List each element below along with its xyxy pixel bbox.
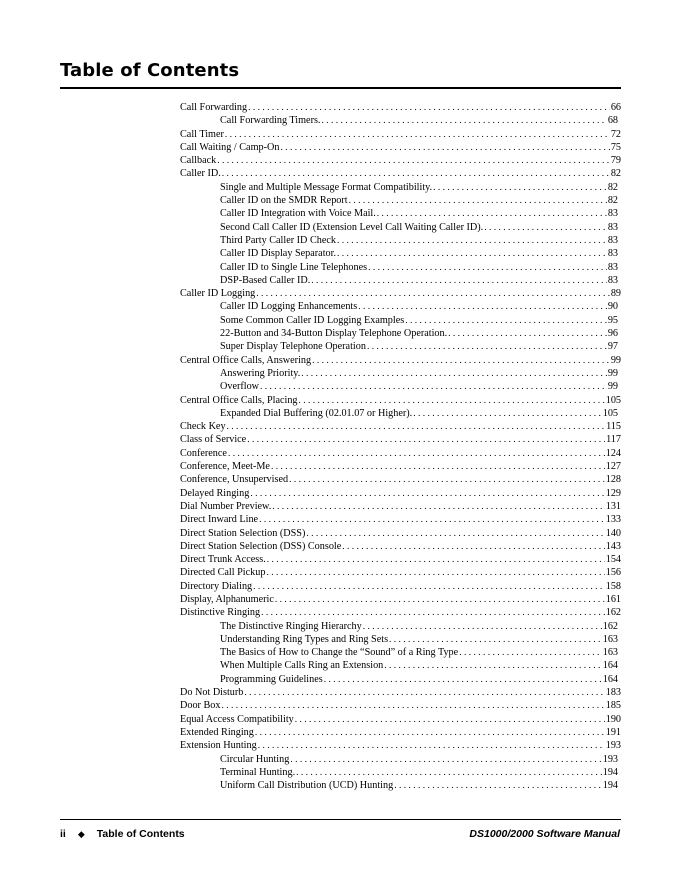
toc-entry-label: The Distinctive Ringing Hierarchy [220, 620, 362, 632]
toc-entry-label: Answering Priority. [220, 367, 301, 379]
toc-entry[interactable] [180, 527, 621, 540]
toc-leader-dots [280, 142, 609, 154]
toc-leader-dots [306, 528, 604, 540]
toc-entry-page: 128 [605, 474, 621, 486]
toc-leader-dots [222, 168, 610, 180]
toc-entry[interactable] [180, 394, 621, 407]
toc-entry-label: Call Timer [180, 128, 224, 140]
toc-entry-label: Caller ID Logging [180, 288, 256, 300]
toc-entry-page: 185 [605, 700, 621, 712]
toc-entry[interactable] [180, 739, 621, 752]
footer-page-number: ii [60, 828, 66, 840]
toc-leader-dots [363, 621, 602, 633]
toc-subentry[interactable] [180, 753, 621, 766]
toc-entry-label: Directory Dialing [180, 580, 253, 592]
toc-subentry[interactable] [180, 274, 621, 287]
toc-entry-page: 131 [605, 500, 621, 512]
toc-entry-label: Circular Hunting [220, 753, 290, 765]
toc-entry-page: 95 [607, 314, 618, 326]
toc-leader-dots [296, 767, 602, 779]
toc-leader-dots [221, 700, 604, 712]
toc-entry[interactable] [180, 167, 621, 180]
footer-left [60, 828, 185, 840]
toc-leader-dots [321, 115, 606, 127]
toc-entry-page: 99 [610, 354, 621, 366]
toc-entry[interactable] [180, 593, 621, 606]
toc-leader-dots [299, 395, 605, 407]
toc-entry[interactable] [180, 420, 621, 433]
toc-leader-dots [244, 687, 604, 699]
toc-subentry[interactable] [180, 234, 621, 247]
toc-entry-page: 161 [605, 593, 621, 605]
toc-entry-label: Caller ID Logging Enhancements [220, 301, 358, 313]
toc-leader-dots [448, 328, 607, 340]
toc-entry-page: 68 [607, 115, 618, 127]
toc-entry-page: 194 [602, 766, 618, 778]
toc-entry[interactable] [180, 500, 621, 513]
toc-entry[interactable] [180, 606, 621, 619]
toc-entry-page: 164 [602, 660, 618, 672]
toc-entry-page: 194 [602, 780, 618, 792]
toc-entry-label: Door Box [180, 700, 221, 712]
toc-entry[interactable] [180, 686, 621, 699]
toc-leader-dots [253, 581, 605, 593]
toc-leader-dots [394, 780, 602, 792]
toc-entry-page: 115 [606, 421, 621, 433]
toc-entry-label: Central Office Calls, Answering [180, 354, 312, 366]
toc-entry-label: Call Waiting / Camp-On [180, 141, 280, 153]
toc-entry-page: 164 [602, 673, 618, 685]
toc-entry-page: 89 [610, 288, 621, 300]
toc-entry-page: 193 [605, 740, 621, 752]
toc-entry[interactable] [180, 553, 621, 566]
toc-subentry[interactable] [180, 673, 621, 686]
toc-leader-dots [258, 740, 605, 752]
toc-entry-label: Second Call Caller ID (Extension Level Call Waiting Caller ID). [220, 221, 484, 233]
toc-entry-page: 162 [605, 607, 621, 619]
toc-entry-label: Extended Ringing [180, 726, 254, 738]
toc-entry-page: 99 [607, 381, 618, 393]
footer-divider [60, 819, 621, 820]
toc-leader-dots [261, 607, 605, 619]
toc-leader-dots [459, 647, 602, 659]
toc-subentry[interactable] [180, 221, 621, 234]
toc-subentry[interactable] [180, 779, 621, 792]
toc-entry-label: The Basics of How to Change the “Sound” of a Ring Type [220, 647, 459, 659]
toc-entry-label: Call Forwarding [180, 102, 248, 113]
toc-entry-page: 143 [605, 540, 621, 552]
toc-leader-dots [256, 288, 610, 300]
toc-entry-label: Caller ID Display Separator. [220, 248, 336, 260]
toc-leader-dots [301, 368, 607, 380]
toc-entry[interactable] [180, 699, 621, 712]
toc-entry[interactable] [180, 473, 621, 486]
toc-subentry[interactable] [180, 261, 621, 274]
toc-entry-label: Distinctive Ringing [180, 607, 261, 619]
toc-entry[interactable] [180, 433, 621, 446]
toc-entry-label: Expanded Dial Buffering (02.01.07 or Higher). [220, 407, 413, 419]
toc-subentry[interactable] [180, 633, 621, 646]
toc-entry-label: 22-Button and 34-Button Display Telephone Operation. [220, 328, 448, 340]
toc-entry-label: Overflow [220, 381, 260, 393]
toc-leader-dots [337, 248, 607, 260]
toc-entry-page: 82 [607, 195, 618, 207]
toc-leader-dots [324, 674, 602, 686]
toc-entry-page: 124 [605, 447, 621, 459]
toc-subentry[interactable] [180, 367, 621, 380]
toc-subentry[interactable] [180, 300, 621, 313]
toc-entry-label: DSP-Based Caller ID. [220, 274, 311, 286]
toc-leader-dots [260, 381, 607, 393]
toc-leader-dots [368, 262, 607, 274]
toc-leader-dots [413, 408, 602, 420]
footer-manual-title: DS1000/2000 Software Manual [469, 828, 620, 840]
toc-entry-label: Check Key [180, 421, 226, 433]
toc-entry[interactable] [180, 540, 621, 553]
toc-entry-label: Super Display Telephone Operation [220, 341, 366, 353]
toc-leader-dots [389, 634, 602, 646]
toc-subentry[interactable] [180, 314, 621, 327]
toc-entry-label: Understanding Ring Types and Ring Sets [220, 633, 389, 645]
toc-subentry[interactable] [180, 659, 621, 672]
toc-leader-dots [272, 501, 604, 513]
toc-entry-label: Direct Station Selection (DSS) [180, 527, 306, 539]
toc-entry[interactable] [180, 566, 621, 579]
toc-entry-label: Caller ID to Single Line Telephones [220, 261, 368, 273]
toc-subentry[interactable] [180, 407, 621, 420]
toc-entry[interactable] [180, 460, 621, 473]
page-title: Table of Contents [60, 60, 240, 81]
toc-subentry[interactable] [180, 380, 621, 393]
toc-leader-dots [227, 421, 606, 433]
toc-entry-page: 162 [602, 620, 618, 632]
toc-entry-label: Class of Service [180, 434, 247, 446]
toc-leader-dots [295, 714, 605, 726]
toc-entry-page: 83 [607, 261, 618, 273]
toc-entry-label: Direct Station Selection (DSS) Console [180, 540, 342, 552]
toc-entry-label: Display, Alphanumeric [180, 593, 274, 605]
toc-leader-dots [290, 754, 601, 766]
toc-entry[interactable] [180, 487, 621, 500]
toc-subentry[interactable] [180, 181, 621, 194]
toc-entry-label: Direct Trunk Access. [180, 554, 266, 566]
toc-entry[interactable] [180, 580, 621, 593]
toc-entry-label: Directed Call Pickup [180, 567, 266, 579]
toc-subentry[interactable] [180, 247, 621, 260]
toc-entry-page: 83 [607, 208, 618, 220]
toc-entry-label: Call Forwarding Timers. [220, 115, 321, 127]
toc-entry-page: 99 [607, 367, 618, 379]
toc-entry-page: 105 [605, 394, 621, 406]
toc-entry-page: 127 [605, 461, 621, 473]
toc-entry-page: 193 [602, 753, 618, 765]
toc-leader-dots [433, 182, 607, 194]
toc-leader-dots [228, 448, 605, 460]
toc-entry-label: Single and Multiple Message Format Compatibility. [220, 181, 433, 193]
toc-entry-page: 83 [607, 234, 618, 246]
toc-entry-label: Extension Hunting [180, 740, 257, 752]
toc-entry[interactable] [180, 354, 621, 367]
toc-entry-page: 75 [610, 141, 621, 153]
toc-entry[interactable] [180, 101, 621, 114]
toc-subentry[interactable] [180, 340, 621, 353]
toc-entry-label: When Multiple Calls Ring an Extension [220, 660, 384, 672]
toc-subentry[interactable] [180, 620, 621, 633]
toc-entry-page: 129 [605, 487, 621, 499]
toc-entry-page: 105 [602, 407, 618, 419]
toc-entry-label: Delayed Ringing [180, 487, 250, 499]
toc-entry-label: Caller ID on the SMDR Report [220, 195, 348, 207]
toc-entry-page: 158 [605, 580, 621, 592]
toc-entry-label: Third Party Caller ID Check [220, 234, 336, 246]
toc-leader-dots [259, 514, 605, 526]
toc-subentry[interactable] [180, 327, 621, 340]
toc-entry-page: 90 [607, 301, 618, 313]
toc-leader-dots [405, 315, 607, 327]
toc-entry-page: 191 [605, 726, 621, 738]
toc-entry-page: 163 [602, 633, 618, 645]
toc-entry-page: 133 [605, 514, 621, 526]
toc-leader-dots [250, 488, 604, 500]
toc-entry[interactable] [180, 713, 621, 726]
toc-entry-label: Dial Number Preview. [180, 500, 272, 512]
toc-leader-dots [342, 541, 604, 553]
toc-subentry[interactable] [180, 207, 621, 220]
toc-entry[interactable] [180, 726, 621, 739]
toc-leader-dots [377, 208, 607, 220]
toc-leader-dots [358, 301, 607, 313]
toc-entry-label: Central Office Calls, Placing [180, 394, 298, 406]
toc-entry[interactable] [180, 513, 621, 526]
toc-leader-dots [384, 660, 601, 672]
toc-subentry[interactable] [180, 114, 621, 127]
toc-entry-page: 140 [605, 527, 621, 539]
toc-entry-label: Caller ID Integration with Voice Mail. [220, 208, 376, 220]
toc-leader-dots [484, 222, 607, 234]
toc-leader-dots [275, 594, 605, 606]
diamond-icon: ◆ [77, 828, 85, 839]
toc-entry-page: 82 [607, 181, 618, 193]
toc-entry-label: Some Common Caller ID Logging Examples [220, 314, 405, 326]
toc-leader-dots [255, 727, 605, 739]
toc-leader-dots [367, 341, 607, 353]
toc-subentry[interactable] [180, 766, 621, 779]
toc-entry-page: 72 [610, 128, 621, 140]
toc-entry[interactable] [180, 128, 621, 141]
toc-leader-dots [271, 461, 605, 473]
toc-entry-label: Programming Guidelines [220, 673, 323, 685]
toc-entry-page: 83 [607, 248, 618, 260]
toc-entry-label: Uniform Call Distribution (UCD) Hunting [220, 780, 394, 792]
toc-leader-dots [225, 129, 610, 141]
toc-entry-label: Conference, Unsupervised [180, 474, 289, 486]
toc-leader-dots [349, 195, 607, 207]
toc-entry-page: 154 [605, 554, 621, 566]
toc-leader-dots [337, 235, 607, 247]
toc-leader-dots [266, 567, 604, 579]
toc-entry[interactable] [180, 141, 621, 154]
toc-entry-label: Terminal Hunting. [220, 766, 296, 778]
toc-subentry[interactable] [180, 194, 621, 207]
toc-entry-page: 183 [605, 687, 621, 699]
toc-leader-dots [311, 275, 607, 287]
toc-entry-page: 66 [610, 102, 621, 113]
toc-entry-page: 190 [605, 713, 621, 725]
toc-entry-page: 83 [607, 274, 618, 286]
toc-list [180, 101, 621, 792]
toc-entry-label: Conference, Meet-Me [180, 461, 270, 473]
toc-entry[interactable] [180, 154, 621, 167]
toc-entry-page: 117 [606, 434, 621, 446]
toc-entry-label: Direct Inward Line [180, 514, 259, 526]
title-divider [60, 87, 621, 89]
toc-entry-page: 96 [607, 328, 618, 340]
toc-entry-page: 97 [607, 341, 618, 353]
toc-leader-dots [289, 474, 605, 486]
toc-entry-label: Do Not Disturb [180, 687, 244, 699]
toc-entry-page: 83 [607, 221, 618, 233]
toc-entry-label: Equal Access Compatibility [180, 713, 294, 725]
toc-leader-dots [217, 155, 610, 167]
toc-entry-label: Callback [180, 155, 217, 167]
toc-entry-label: Conference [180, 447, 227, 459]
toc-entry-page: 156 [605, 567, 621, 579]
toc-leader-dots [267, 554, 605, 566]
toc-entry[interactable] [180, 287, 621, 300]
footer-section-title: Table of Contents [96, 828, 185, 840]
toc-leader-dots [248, 102, 610, 114]
toc-leader-dots [247, 434, 605, 446]
toc-entry[interactable] [180, 447, 621, 460]
toc-subentry[interactable] [180, 646, 621, 659]
toc-entry-page: 163 [602, 647, 618, 659]
toc-leader-dots [312, 355, 610, 367]
toc-entry-page: 79 [610, 155, 621, 167]
toc-entry-label: Caller ID. [180, 168, 221, 180]
toc-entry-page: 82 [610, 168, 621, 180]
